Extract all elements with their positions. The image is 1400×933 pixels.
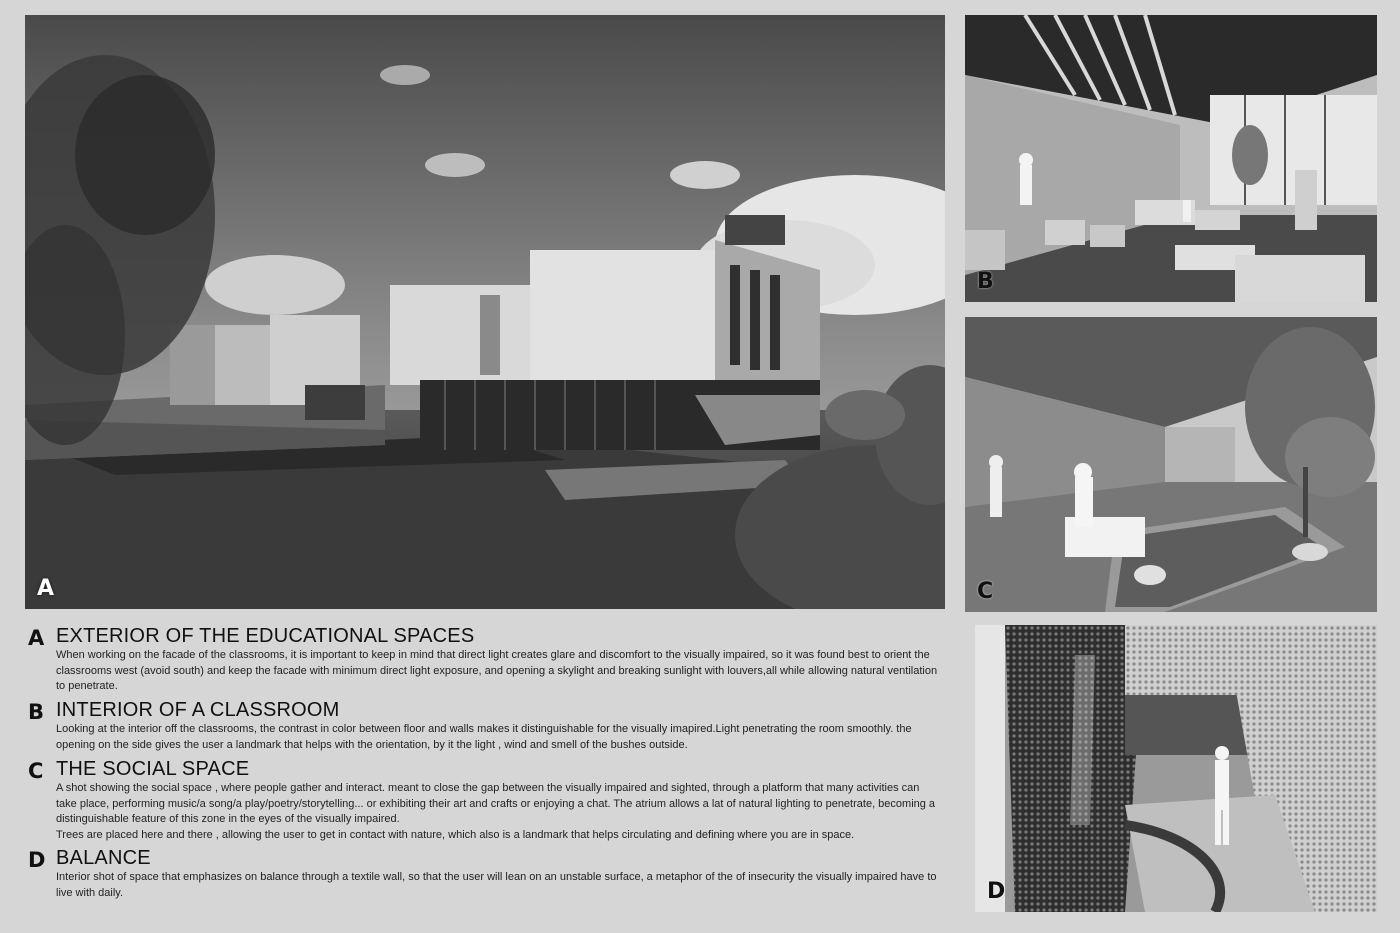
render-balance-image bbox=[975, 625, 1377, 912]
section-letter: B bbox=[28, 700, 45, 724]
section-body: Interior shot of space that emphasizes on balance through a textile wall, so that the user will lean on an unstable surface, a metaphor of the of insecurity the visually impaired have to live with daily. bbox=[56, 871, 937, 899]
section-heading: EXTERIOR OF THE EDUCATIONAL SPACES bbox=[56, 625, 475, 647]
section-body: A shot showing the social space , where people gather and interact. meant to close the gap between the visually impaired and sighted, through a platform that many activities can take place, performing music/a song/a play/poetry/storytelling... or exhibiting their art and crafts or enjoying a chat. The atrium allows a lat of natural lighting to penetrate, becoming a distinguishable feature of this zone in the eyes of the visually impaired. Trees are placed here and there , allowing the user to get in contact with nature, which also is a landmark that helps circulating and defining where you are in space. bbox=[56, 782, 936, 841]
panel-label-b: B bbox=[977, 269, 994, 294]
section-body: Looking at the interior off the classrooms, the contrast in color between floor and walls makes it distinguishable for the visually imapired.Light penetrating the room smoothly. the opening on the side gives the user a landmark that helps with the orientation, by it the light , wind and smell of the bushes outside. bbox=[56, 723, 912, 751]
render-exterior-image bbox=[25, 15, 945, 609]
section-letter: C bbox=[28, 759, 44, 783]
panel-label-c: C bbox=[977, 579, 994, 604]
section-body: When working on the facade of the classrooms, it is important to keep in mind that direct light creates glare and discomfort to the visually impaired, so it was found best to orient the classrooms west (avoid south) and keep the facade with minimum direct light exposure, and opening a skylight and breaking sunlight with louvers,all while allowing natural ventilation to penetrate. bbox=[56, 649, 938, 692]
section-letter: D bbox=[28, 848, 46, 872]
section-heading: INTERIOR OF A CLASSROOM bbox=[56, 699, 340, 721]
render-social-space-image bbox=[965, 317, 1377, 612]
section-heading: THE SOCIAL SPACE bbox=[56, 758, 250, 780]
balance-render-illustration bbox=[975, 625, 1377, 912]
section-letter: A bbox=[28, 626, 45, 650]
classroom-render-illustration bbox=[965, 15, 1377, 302]
exterior-render-illustration bbox=[25, 15, 945, 609]
panel-label-d: D bbox=[987, 879, 1006, 904]
section-heading: BALANCE bbox=[56, 847, 151, 869]
panel-label-a: A bbox=[37, 576, 55, 601]
social-space-render-illustration bbox=[965, 317, 1377, 612]
render-classroom-image bbox=[965, 15, 1377, 302]
